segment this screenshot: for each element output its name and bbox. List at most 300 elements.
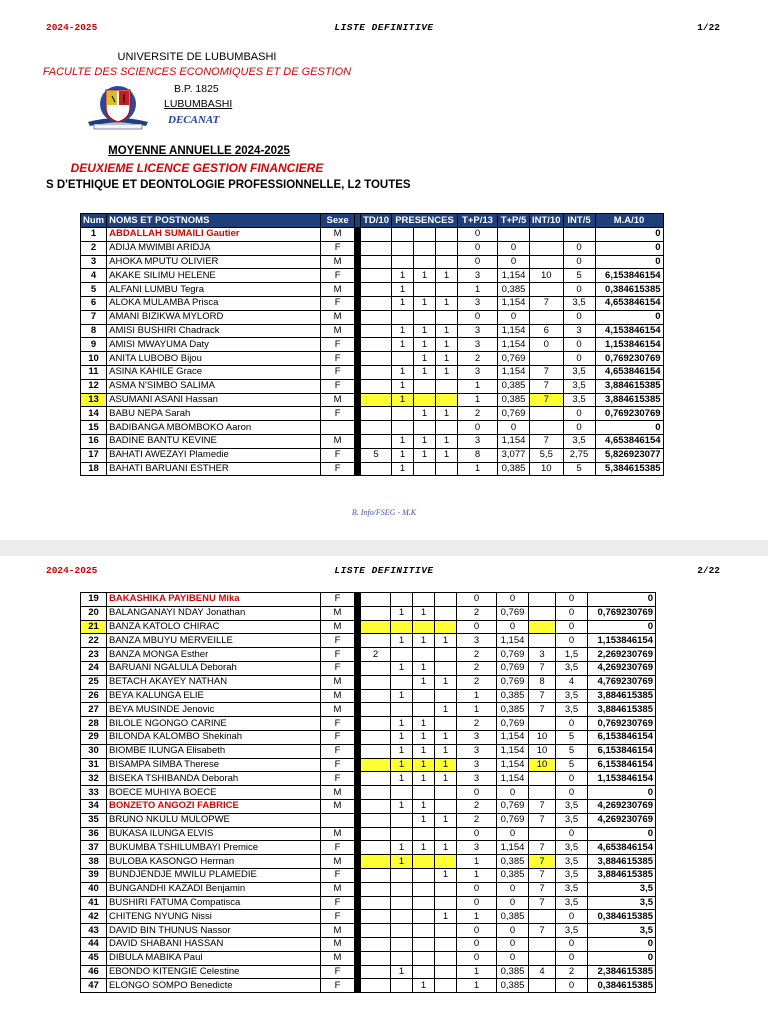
report-title: MOYENNE ANNUELLE 2024-2025 [108, 145, 290, 157]
presence-1: 1 [391, 689, 413, 703]
presence-2: 1 [414, 407, 436, 421]
tp5-score: 3,077 [498, 448, 530, 462]
presence-2 [413, 951, 435, 965]
presence-1: 1 [391, 634, 413, 648]
tp13-score: 0 [457, 620, 497, 634]
int10-score [529, 951, 556, 965]
int10-score: 7 [529, 882, 556, 896]
presence-3: 1 [436, 296, 458, 310]
sexe: F [321, 730, 355, 744]
table-row [81, 648, 656, 662]
int10-score: 7 [529, 896, 556, 910]
presence-3: 1 [436, 365, 458, 379]
sexe: F [321, 462, 355, 476]
int5-score: 0 [556, 634, 588, 648]
presence-3 [435, 827, 457, 841]
col-ma: M.A/10 [595, 214, 663, 228]
student-name: BUSHIRI FATUMA Compatisca [107, 896, 321, 910]
table-row [81, 620, 656, 634]
int5-score: 3,5 [563, 379, 595, 393]
tp13-score: 1 [457, 703, 497, 717]
student-name: ANITA LUBOBO Bijou [107, 352, 321, 366]
faculty-name: FACULTE DES SCIENCES ECONOMIQUES ET DE GESTION [42, 66, 352, 78]
presence-2 [413, 648, 435, 662]
presence-1 [391, 813, 413, 827]
student-name: BUNDJENDJE MWILU PLAMEDIE [107, 868, 321, 882]
tp13-score: 1 [457, 868, 497, 882]
row-num: 33 [81, 786, 107, 800]
td-score [361, 896, 391, 910]
student-name: BOECE MUHIYA BOECE [107, 786, 321, 800]
presence-2: 1 [414, 352, 436, 366]
int10-score: 7 [529, 661, 556, 675]
presence-2: 1 [413, 634, 435, 648]
annual-average: 0,384615385 [588, 979, 656, 993]
tp13-score: 3 [457, 634, 497, 648]
td-score [361, 434, 392, 448]
sexe: M [321, 393, 355, 407]
table-row [81, 421, 664, 435]
col-tp5: T+P/5 [498, 214, 530, 228]
tp13-score: 1 [458, 379, 498, 393]
int5-score: 5 [556, 744, 588, 758]
int10-score: 7 [529, 799, 556, 813]
tp5-score: 1,154 [498, 434, 530, 448]
sexe: M [321, 620, 355, 634]
presence-3: 1 [435, 703, 457, 717]
student-name: BISEKA TSHIBANDA Deborah [107, 772, 321, 786]
tp13-score: 1 [458, 283, 498, 297]
tp5-score: 0 [498, 241, 530, 255]
tp5-score: 0,385 [497, 910, 529, 924]
presence-2 [413, 910, 435, 924]
int5-score: 3,5 [563, 365, 595, 379]
presence-2: 1 [413, 744, 435, 758]
sexe: F [321, 896, 355, 910]
int5-score: 0 [556, 786, 588, 800]
student-name: AHOKA MPUTU OLIVIER [107, 255, 321, 269]
tp5-score: 1,154 [498, 324, 530, 338]
int10-score [529, 593, 556, 607]
table-row [81, 910, 656, 924]
university-name: UNIVERSITE DE LUBUMBASHI [117, 51, 277, 63]
annual-average: 0 [588, 593, 656, 607]
running-header [0, 565, 768, 579]
presence-3 [436, 421, 458, 435]
int10-score [530, 407, 564, 421]
int5-score: 0 [556, 979, 588, 993]
int10-score [530, 255, 564, 269]
tp5-score: 1,154 [497, 841, 529, 855]
presence-1: 1 [392, 462, 414, 476]
sexe: F [321, 661, 355, 675]
presence-1: 1 [392, 434, 414, 448]
sexe: F [321, 965, 355, 979]
int10-score [529, 937, 556, 951]
row-num: 26 [81, 689, 107, 703]
int5-score: 4 [556, 675, 588, 689]
tp5-score: 0 [498, 255, 530, 269]
td-score [361, 717, 391, 731]
student-name: ASMA N'SIMBO SALIMA [107, 379, 321, 393]
student-name: BADINE BANTU KEVINE [107, 434, 321, 448]
presence-2: 1 [413, 606, 435, 620]
tp13-score: 0 [457, 827, 497, 841]
annual-average: 3,5 [588, 896, 656, 910]
presence-2: 1 [413, 841, 435, 855]
student-name: ABDALLAH SUMAILI Gautier [107, 228, 321, 242]
student-name: DAVID BIN THUNUS Nassor [107, 924, 321, 938]
annual-average: 0 [595, 255, 663, 269]
presence-3 [436, 283, 458, 297]
office-name: DECANAT [168, 114, 220, 126]
tp5-score: 0,385 [497, 868, 529, 882]
presence-3: 1 [436, 352, 458, 366]
presence-2 [414, 228, 436, 242]
td-score [361, 786, 391, 800]
presence-3: 1 [436, 269, 458, 283]
td-score [361, 352, 392, 366]
presence-3: 1 [436, 338, 458, 352]
table-row [81, 228, 664, 242]
tp5-score: 0,769 [497, 661, 529, 675]
td-score [361, 730, 391, 744]
presence-2: 1 [414, 338, 436, 352]
student-name: BEYA KALUNGA ELIE [107, 689, 321, 703]
presence-2 [413, 937, 435, 951]
sexe: M [321, 882, 355, 896]
td-score [361, 910, 391, 924]
sexe: M [321, 283, 355, 297]
tp13-score: 0 [458, 228, 498, 242]
int5-score: 3,5 [556, 689, 588, 703]
table-row [81, 868, 656, 882]
table-row [81, 269, 664, 283]
student-name: ALFANI LUMBU Tegra [107, 283, 321, 297]
presence-1: 1 [392, 448, 414, 462]
annual-average: 3,884615385 [588, 868, 656, 882]
tp5-score: 1,154 [498, 296, 530, 310]
table-row [81, 434, 664, 448]
student-name: BUNGANDHI KAZADI Benjamin [107, 882, 321, 896]
table-row [81, 813, 656, 827]
presence-3 [435, 593, 457, 607]
sexe: M [321, 606, 355, 620]
student-name: BILOLE NGONGO CARINE [107, 717, 321, 731]
tp13-score: 0 [457, 593, 497, 607]
int5-score: 5 [563, 269, 595, 283]
int5-score: 0 [556, 606, 588, 620]
presence-3 [435, 648, 457, 662]
td-score [361, 758, 391, 772]
tp5-score: 0,385 [498, 393, 530, 407]
int5-score: 0 [563, 338, 595, 352]
sexe: F [321, 634, 355, 648]
tp5-score: 0 [497, 593, 529, 607]
int10-score: 4 [529, 965, 556, 979]
tp5-score: 0 [497, 896, 529, 910]
student-name: EBONDO KITENGIE Celestine [107, 965, 321, 979]
int10-score: 10 [529, 758, 556, 772]
table-row [81, 744, 656, 758]
presence-2 [413, 703, 435, 717]
student-name: BAHATI AWEZAYI Plamedie [107, 448, 321, 462]
tp5-score: 1,154 [497, 744, 529, 758]
int5-score: 3,5 [563, 434, 595, 448]
presence-3: 1 [435, 772, 457, 786]
td-score [361, 744, 391, 758]
presence-2: 1 [413, 717, 435, 731]
row-num: 14 [81, 407, 107, 421]
td-score [361, 407, 392, 421]
header-title: LISTE DEFINITIVE [334, 22, 434, 33]
sexe: F [321, 841, 355, 855]
td-score [361, 689, 391, 703]
report-level: DEUXIEME LICENCE GESTION FINANCIERE [70, 161, 324, 175]
table-row [81, 855, 656, 869]
table-row [81, 448, 664, 462]
sexe: F [321, 365, 355, 379]
presence-1: 1 [392, 296, 414, 310]
table-body [81, 593, 656, 993]
annual-average: 0 [588, 937, 656, 951]
sexe: M [321, 827, 355, 841]
row-num: 41 [81, 896, 107, 910]
tp5-score: 1,154 [497, 730, 529, 744]
td-score [361, 310, 392, 324]
td-score [361, 283, 392, 297]
int5-score: 3,5 [556, 896, 588, 910]
sexe: F [321, 868, 355, 882]
sexe: F [321, 744, 355, 758]
presence-2: 1 [413, 813, 435, 827]
tp13-score: 2 [458, 352, 498, 366]
table-row [81, 979, 656, 993]
header-year: 2024-2025 [46, 565, 98, 576]
university-crest-icon [86, 84, 150, 134]
table-row [81, 758, 656, 772]
presence-3 [435, 882, 457, 896]
int5-score: 0 [556, 593, 588, 607]
tp5-score: 0,769 [497, 648, 529, 662]
presence-2: 1 [413, 730, 435, 744]
tp13-score: 3 [457, 772, 497, 786]
int10-score: 7 [530, 434, 564, 448]
row-num: 23 [81, 648, 107, 662]
presence-1: 1 [392, 365, 414, 379]
student-name: AMANI BIZIKWA MYLORD [107, 310, 321, 324]
presence-3: 1 [435, 841, 457, 855]
student-name: AMISI BUSHIRI Chadrack [107, 324, 321, 338]
presence-3 [436, 310, 458, 324]
student-name: ADIJA MWIMBI ARIDJA [107, 241, 321, 255]
int5-score: 5 [556, 758, 588, 772]
sexe: F [321, 448, 355, 462]
annual-average: 4,653846154 [595, 434, 663, 448]
student-name: BALANGANAYI NDAY Jonathan [107, 606, 321, 620]
int5-score: 0 [556, 717, 588, 731]
presence-3: 1 [435, 744, 457, 758]
footer-credit: B. Info/FSEG - M.K [351, 508, 417, 517]
int5-score: 3,5 [556, 924, 588, 938]
sexe: F [321, 593, 355, 607]
presence-1: 1 [391, 744, 413, 758]
row-num: 15 [81, 421, 107, 435]
presence-3 [436, 379, 458, 393]
td-score: 5 [361, 448, 392, 462]
int5-score: 0 [563, 310, 595, 324]
td-score [361, 379, 392, 393]
annual-average: 0,769230769 [595, 407, 663, 421]
td-score [361, 255, 392, 269]
sexe: M [321, 703, 355, 717]
row-num: 10 [81, 352, 107, 366]
row-num: 28 [81, 717, 107, 731]
annual-average: 4,269230769 [588, 661, 656, 675]
td-score [361, 241, 392, 255]
table-row [81, 965, 656, 979]
presence-2 [414, 241, 436, 255]
presence-1 [391, 882, 413, 896]
annual-average: 4,269230769 [588, 799, 656, 813]
table-row [81, 352, 664, 366]
td-score [361, 703, 391, 717]
td-score [361, 296, 392, 310]
tp13-score: 2 [458, 407, 498, 421]
student-name: BILONDA KALOMBO Shekinah [107, 730, 321, 744]
student-name: DAVID SHABANI HASSAN [107, 937, 321, 951]
int10-score [530, 421, 564, 435]
student-name: BULOBA KASONGO Herman [107, 855, 321, 869]
student-name: BARUANI NGALULA Deborah [107, 661, 321, 675]
row-num: 37 [81, 841, 107, 855]
header-title: LISTE DEFINITIVE [334, 565, 434, 576]
presence-3: 1 [435, 675, 457, 689]
tp13-score: 0 [458, 241, 498, 255]
int5-score: 3,5 [556, 813, 588, 827]
annual-average: 6,153846154 [595, 269, 663, 283]
tp5-score: 0 [498, 421, 530, 435]
int5-score: 0 [563, 421, 595, 435]
sexe: F [321, 352, 355, 366]
tp13-score: 2 [457, 717, 497, 731]
row-num: 16 [81, 434, 107, 448]
tp5-score: 0 [498, 310, 530, 324]
col-num: Num [81, 214, 107, 228]
presence-1 [392, 228, 414, 242]
presence-3 [436, 241, 458, 255]
annual-average: 0 [588, 827, 656, 841]
presence-3: 1 [435, 758, 457, 772]
row-num: 45 [81, 951, 107, 965]
presence-2: 1 [413, 799, 435, 813]
presence-1 [391, 937, 413, 951]
sexe: M [321, 228, 355, 242]
sexe: F [321, 979, 355, 993]
table-row [81, 924, 656, 938]
tp13-score: 3 [457, 744, 497, 758]
int5-score: 2,75 [563, 448, 595, 462]
annual-average: 1,153846154 [588, 634, 656, 648]
int10-score: 0 [530, 338, 564, 352]
sexe [321, 813, 355, 827]
int10-score: 8 [529, 675, 556, 689]
sexe: F [321, 772, 355, 786]
tp5-score: 0,385 [497, 689, 529, 703]
presence-2 [414, 421, 436, 435]
tp13-score: 2 [457, 661, 497, 675]
student-name: BUKUMBA TSHILUMBAYI Premice [107, 841, 321, 855]
tp5-score: 0 [497, 924, 529, 938]
presence-2 [413, 924, 435, 938]
sexe: M [321, 255, 355, 269]
page-number: 2/22 [697, 565, 720, 576]
annual-average: 5,826923077 [595, 448, 663, 462]
tp13-score: 0 [457, 896, 497, 910]
col-sexe: Sexe [321, 214, 355, 228]
sexe [321, 421, 355, 435]
presence-3 [435, 661, 457, 675]
td-score [361, 937, 391, 951]
tp13-score: 0 [458, 310, 498, 324]
int5-score: 3,5 [563, 393, 595, 407]
row-num: 24 [81, 661, 107, 675]
row-num: 47 [81, 979, 107, 993]
int10-score: 10 [530, 462, 564, 476]
int10-score: 7 [529, 689, 556, 703]
presence-1: 1 [391, 606, 413, 620]
tp5-score: 0,385 [497, 855, 529, 869]
presence-3: 1 [435, 730, 457, 744]
int10-score: 7 [529, 868, 556, 882]
annual-average: 6,153846154 [588, 730, 656, 744]
table-row [81, 593, 656, 607]
td-score [361, 606, 391, 620]
sexe: F [321, 241, 355, 255]
presence-3 [435, 951, 457, 965]
sexe: M [321, 675, 355, 689]
tp5-score: 0 [497, 951, 529, 965]
presence-1 [392, 255, 414, 269]
annual-average: 4,653846154 [595, 365, 663, 379]
row-num: 6 [81, 296, 107, 310]
sexe: F [321, 338, 355, 352]
int5-score: 0 [556, 827, 588, 841]
postal-box: B.P. 1825 [174, 83, 219, 95]
table-row [81, 882, 656, 896]
annual-average: 4,653846154 [588, 841, 656, 855]
int10-score: 3 [529, 648, 556, 662]
presence-1 [391, 620, 413, 634]
annual-average: 0 [588, 951, 656, 965]
table-row [81, 634, 656, 648]
tp13-score: 2 [457, 606, 497, 620]
td-score [361, 365, 392, 379]
tp13-score: 1 [457, 910, 497, 924]
presence-3: 1 [435, 634, 457, 648]
presence-2 [414, 393, 436, 407]
presence-1 [391, 786, 413, 800]
presence-1: 1 [391, 799, 413, 813]
presence-3: 1 [436, 448, 458, 462]
int5-score: 3,5 [556, 882, 588, 896]
tp13-score: 0 [458, 421, 498, 435]
presence-1 [391, 951, 413, 965]
annual-average: 0 [588, 786, 656, 800]
int10-score [530, 352, 564, 366]
int10-score [530, 228, 564, 242]
tp13-score: 1 [458, 462, 498, 476]
